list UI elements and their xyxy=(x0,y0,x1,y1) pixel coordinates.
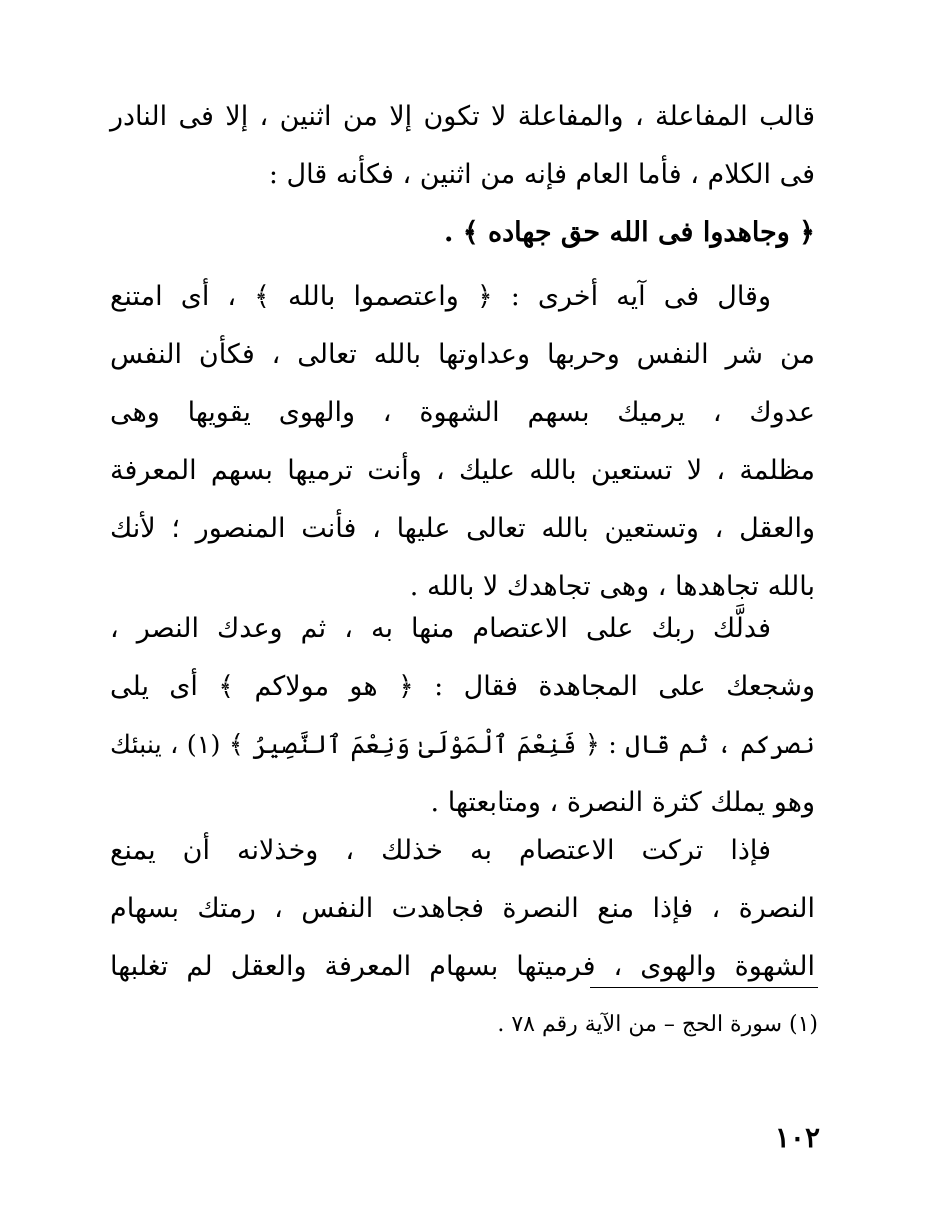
text-line: فى الكلام ، فأما العام فإنه من اثنين ، فكأنه قال : xyxy=(268,159,815,190)
quran-verse-line: ﴿ وجاهدوا فى الله حق جهاده ﴾ . xyxy=(443,217,815,248)
text-line: من شر النفس وحربها وعداوتها بالله تعالى ، فكأن النفس xyxy=(110,339,815,370)
footnote: (١) سورة الحج – من الآية رقم ٧٨ . xyxy=(497,1012,818,1037)
paragraph-3 xyxy=(110,600,815,832)
text-line: فدلَّك ربك على الاعتصام منها به ، ثم وعدك النصر ، xyxy=(110,613,771,644)
text-line: قالب المفاعلة ، والمفاعلة لا تكون إلا من اثنين ، إلا فى النادر xyxy=(110,101,815,132)
page-number: ١٠٢ xyxy=(774,1121,820,1154)
text-line: وشجعك على المجاهدة فقال : ﴿ هو مولاكم ﴾ أى يلى xyxy=(110,671,815,702)
paragraph-1 xyxy=(110,88,815,262)
text-line: وقال فى آيه أخرى : ﴿ واعتصموا بالله ﴾ ، أى امتنع xyxy=(110,281,771,312)
text-line: النصرة ، فإذا منع النصرة فجاهدت النفس ، رمتك بسهام xyxy=(110,893,815,924)
text-line: بالله تجاهدها ، وهى تجاهدك لا بالله . xyxy=(409,571,815,602)
text-line: مظلمة ، لا تستعين بالله عليك ، وأنت ترميها بسهم المعرفة xyxy=(110,455,815,486)
text-line: نصركم ، ثم قال : ﴿ فَنِعْمَ ٱلْمَوْلَىٰ وَنِعْمَ ٱلنَّصِيرُ ﴾ (١) ، ينبئك xyxy=(110,730,815,760)
paragraph-2 xyxy=(110,268,815,616)
footnote-divider xyxy=(590,987,818,988)
text-line: الشهوة والهوى ، فرميتها بسهام المعرفة والعقل لم تغلبها xyxy=(110,951,815,982)
text-line: فإذا تركت الاعتصام به خذلك ، وخذلانه أن يمنع xyxy=(110,835,771,866)
text-line: عدوك ، يرميك بسهم الشهوة ، والهوى يقويها وهى xyxy=(110,397,815,428)
text-line: والعقل ، وتستعين بالله تعالى عليها ، فأنت المنصور ؛ لأنك xyxy=(110,513,815,544)
paragraph-4 xyxy=(110,822,815,996)
text-line: وهو يملك كثرة النصرة ، ومتابعتها . xyxy=(430,787,815,818)
